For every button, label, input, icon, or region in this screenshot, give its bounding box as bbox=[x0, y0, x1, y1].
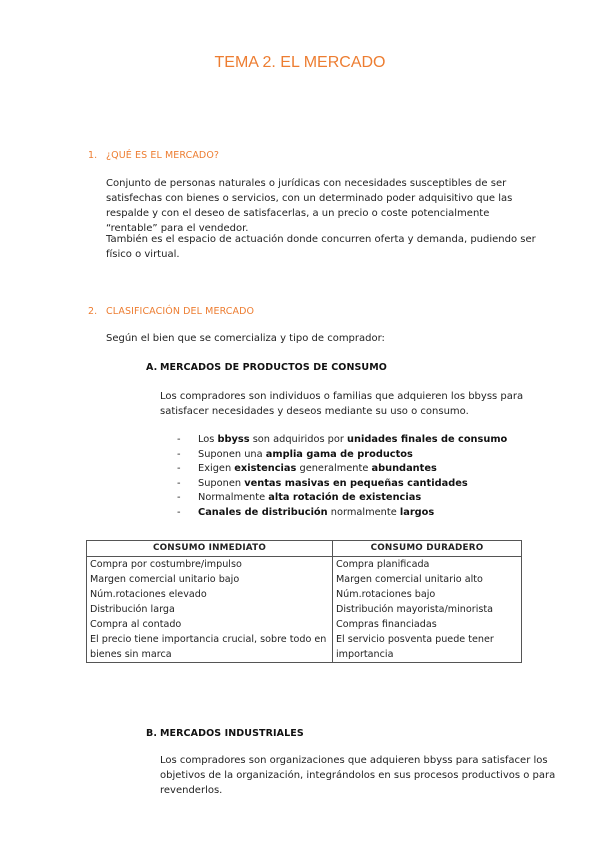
table-header-immediate: CONSUMO INMEDIATO bbox=[87, 541, 333, 557]
bullet-item bbox=[177, 448, 507, 463]
bullet-text: Suponen una bbox=[198, 448, 266, 460]
subsection-b-heading bbox=[146, 728, 304, 739]
table-cell-durable: Compras financiadas bbox=[333, 617, 522, 632]
bullet-dash: - bbox=[177, 463, 181, 475]
table-row bbox=[87, 632, 522, 663]
section-2-number: 2. bbox=[88, 306, 98, 317]
table-row bbox=[87, 587, 522, 602]
bullet-bold-text: largos bbox=[399, 506, 435, 518]
bullet-text: son adquiridos por bbox=[249, 434, 348, 445]
subsection-b-letter: B. bbox=[146, 728, 158, 739]
table-row bbox=[87, 557, 522, 573]
bullet-bold-text: Canales de distribución bbox=[198, 506, 328, 518]
bullet-item bbox=[177, 477, 507, 492]
section-2-intro: Según el bien que se comercializa y tipo de comprador: bbox=[106, 333, 385, 344]
table-cell-durable: Núm.rotaciones bajo bbox=[333, 587, 522, 602]
bullet-dash: - bbox=[177, 506, 181, 518]
subsection-a-paragraph: Los compradores son individuos o familias que adquieren los bbyss para satisfacer necesidades y deseos mediante su uso o consumo. bbox=[160, 391, 524, 417]
bullet-bold-text: bbyss bbox=[217, 434, 250, 445]
bullet-bold-text: unidades finales de consumo bbox=[347, 434, 508, 445]
table-row bbox=[87, 617, 522, 632]
consumption-comparison-table bbox=[86, 540, 522, 663]
subsection-b-paragraph: Los compradores son organizaciones que adquieren bbyss para satisfacer los objetivos de la organización, integrándolos en sus procesos productivos o para revenderlos. bbox=[160, 755, 556, 796]
bullet-bold-text: existencias bbox=[234, 463, 297, 475]
bullet-item bbox=[177, 433, 507, 448]
consumer-market-bullet-list bbox=[177, 433, 507, 521]
subsection-a-letter: A. bbox=[146, 362, 158, 373]
table-row bbox=[87, 602, 522, 617]
bullet-text: Los bbox=[198, 434, 218, 445]
section-2-title: CLASIFICACIÓN DEL MERCADO bbox=[106, 306, 255, 317]
bullet-item bbox=[177, 506, 507, 521]
table-cell-immediate: Margen comercial unitario bajo bbox=[87, 572, 333, 587]
bullet-bold-text: amplia gama de productos bbox=[265, 448, 413, 460]
bullet-text: Normalmente bbox=[198, 492, 269, 504]
table-header-row bbox=[87, 541, 522, 557]
bullet-text: generalmente bbox=[296, 463, 372, 475]
bullet-text: normalmente bbox=[327, 506, 400, 518]
bullet-dash: - bbox=[177, 492, 181, 504]
table-cell-immediate: Distribución larga bbox=[87, 602, 333, 617]
table-header-durable: CONSUMO DURADERO bbox=[333, 541, 522, 557]
table-cell-immediate: Compra por costumbre/impulso bbox=[87, 557, 333, 573]
table-cell-durable: Distribución mayorista/minorista bbox=[333, 602, 522, 617]
bullet-text: Suponen bbox=[198, 477, 245, 489]
subsection-b-title: MERCADOS INDUSTRIALES bbox=[160, 728, 304, 739]
section-1-paragraph-2: También es el espacio de actuación donde concurren oferta y demanda, pudiendo ser físico o virtual. bbox=[106, 234, 536, 260]
table-cell-durable: Margen comercial unitario alto bbox=[333, 572, 522, 587]
bullet-bold-text: ventas masivas en pequeñas cantidades bbox=[244, 477, 468, 489]
subsection-a-title: MERCADOS DE PRODUCTOS DE CONSUMO bbox=[160, 362, 387, 373]
bullet-bold-text: abundantes bbox=[371, 463, 437, 475]
section-1-paragraph-1: Conjunto de personas naturales o jurídicas con necesidades susceptibles de ser satisfechas con bienes o servicios, con un determinado poder adquisitivo que las respalde y con el deseo de satisfacerlas, a un precio o coste potencialmente “rentable” para el vendedor. bbox=[106, 178, 513, 234]
bullet-item bbox=[177, 491, 507, 506]
table-cell-immediate: Compra al contado bbox=[87, 617, 333, 632]
bullet-item bbox=[177, 462, 507, 477]
bullet-dash: - bbox=[177, 448, 181, 460]
section-1-heading bbox=[88, 150, 219, 161]
bullet-dash: - bbox=[177, 434, 181, 445]
table-cell-durable: El servicio posventa puede tener importancia bbox=[333, 632, 522, 663]
table-row bbox=[87, 572, 522, 587]
bullet-text: Exigen bbox=[198, 463, 235, 475]
bullet-bold-text: alta rotación de existencias bbox=[268, 492, 422, 504]
section-1-number: 1. bbox=[88, 150, 98, 161]
section-1-title: ¿QUÉ ES EL MERCADO? bbox=[106, 150, 220, 161]
page-title: TEMA 2. EL MERCADO bbox=[214, 54, 386, 71]
table-cell-immediate: El precio tiene importancia crucial, sobre todo en bienes sin marca bbox=[87, 632, 333, 663]
bullet-dash: - bbox=[177, 477, 181, 489]
section-2-heading bbox=[88, 306, 254, 317]
table-cell-immediate: Núm.rotaciones elevado bbox=[87, 587, 333, 602]
table-body bbox=[87, 557, 522, 663]
table-cell-durable: Compra planificada bbox=[333, 557, 522, 573]
subsection-a-heading bbox=[146, 362, 387, 373]
